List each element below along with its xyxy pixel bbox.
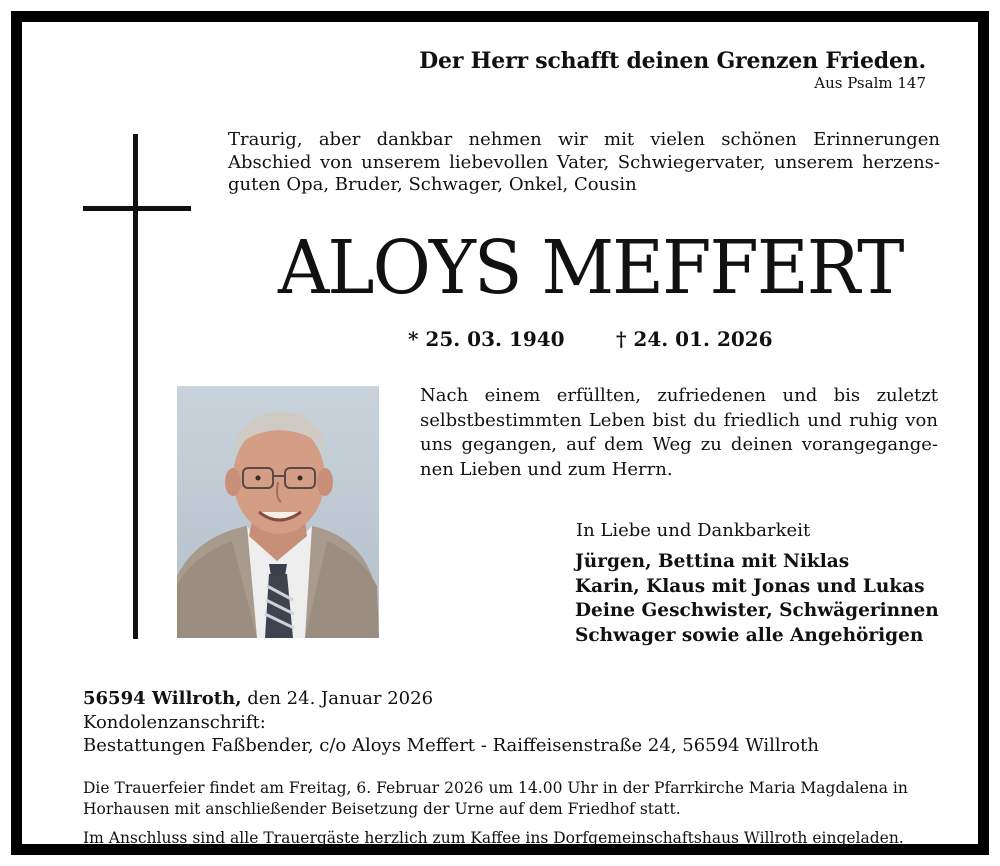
cross-icon-bar <box>83 206 191 211</box>
condolence-address: Bestattungen Faßbender, c/o Aloys Meffert - Raiffeisenstraße 24, 56594 Willroth <box>83 735 819 756</box>
intro-line: Abschied von unserem liebevollen Vater, Schwiegervater, unserem herzens- <box>228 151 940 173</box>
birth-date: * 25. 03. 1940 <box>408 327 565 351</box>
closing-salutation: In Liebe und Dankbarkeit <box>576 520 811 541</box>
intro-line: guten Opa, Bruder, Schwager, Onkel, Cousin <box>228 174 637 195</box>
message-line: Nach einem erfüllten, zufriedenen und bis zuletzt <box>420 385 938 406</box>
date: den 24. Januar 2026 <box>241 688 434 709</box>
mourner-entry: Deine Geschwister, Schwägerinnen <box>575 600 939 621</box>
farewell-message <box>420 384 938 482</box>
deceased-name: ALOYS MEFFERT <box>278 225 903 311</box>
condolence-label: Kondolenzanschrift: <box>83 712 266 733</box>
message-line: selbstbestimmten Leben bist du friedlich und ruhig von <box>420 409 938 431</box>
funeral-info <box>83 778 943 820</box>
bible-verse: Der Herr schafft deinen Grenzen Frieden. <box>419 48 926 74</box>
reception-info: Im Anschluss sind alle Trauergäste herzlich zum Kaffee ins Dorfgemeinschaftshaus Willroth eingeladen. <box>83 829 904 847</box>
death-date: † 24. 01. 2026 <box>616 327 773 351</box>
message-line: uns gegangen, auf dem Weg zu deinen vorangegange- <box>420 434 938 455</box>
place-date-line <box>83 688 433 709</box>
funeral-line: Horhausen mit anschließender Beisetzung der Urne auf dem Friedhof statt. <box>83 800 681 818</box>
place: 56594 Willroth, <box>83 688 242 709</box>
mourner-entry: Karin, Klaus mit Jonas und Lukas <box>575 575 925 597</box>
mourners-list <box>575 550 939 648</box>
mourner-entry: Jürgen, Bettina mit Niklas <box>575 551 850 572</box>
message-line: nen Lieben und zum Herrn. <box>420 458 673 480</box>
bible-verse-source: Aus Psalm 147 <box>814 74 926 92</box>
portrait-photo <box>177 386 379 638</box>
intro-line: Traurig, aber dankbar nehmen wir mit vielen schönen Erinnerungen <box>228 129 940 150</box>
funeral-line: Die Trauerfeier findet am Freitag, 6. Februar 2026 um 14.00 Uhr in der Pfarrkirche Maria Magdalena in <box>83 779 908 797</box>
obituary-notice <box>11 11 989 855</box>
mourner-entry: Schwager sowie alle Angehörigen <box>575 624 924 646</box>
intro-text <box>228 129 940 197</box>
